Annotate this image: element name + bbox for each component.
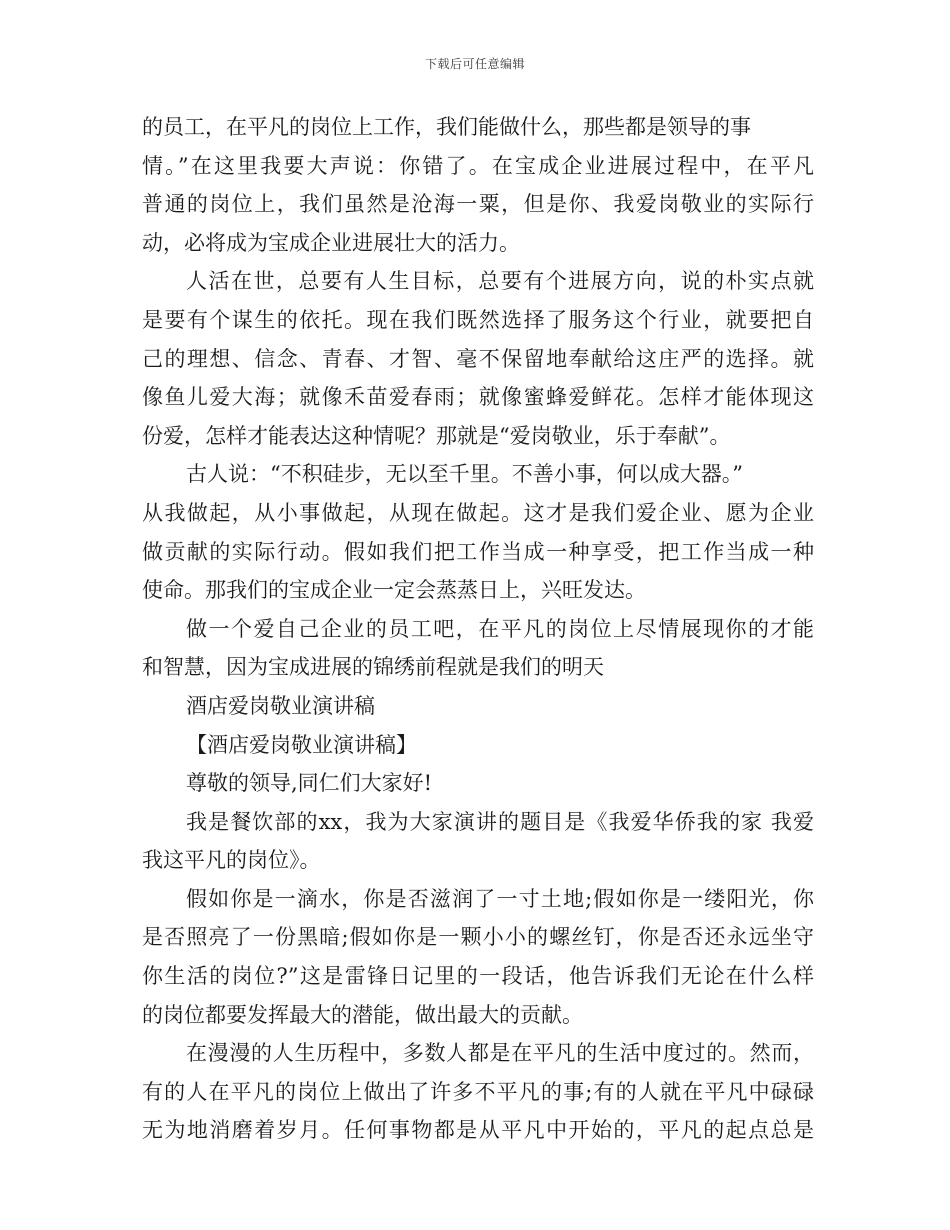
text-line: 在漫漫的人生历程中，多数人都是在平凡的生活中度过的。然而，	[186, 1041, 814, 1066]
text-line: 假如你是一滴水，你是否滋润了一寸土地;假如你是一缕阳光，你	[186, 886, 814, 911]
text-line: 像鱼儿爱大海；就像禾苗爱春雨；就像蜜蜂爱鲜花。怎样才能体现这	[142, 385, 814, 410]
text-line: 动，必将成为宝成企业进展壮大的活力。	[142, 230, 520, 255]
text-line: 的岗位都要发挥最大的潜能，做出最大的贡献。	[142, 1002, 583, 1027]
document-body	[142, 108, 814, 1150]
text-line: 我这平凡的岗位》。	[142, 848, 321, 873]
text-line: 有的人在平凡的岗位上做出了许多不平凡的事;有的人就在平凡中碌碌	[142, 1079, 814, 1104]
text-line: 己的理想、信念、青春、才智、毫不保留地奉献给这庄严的选择。就	[142, 346, 814, 371]
page-header-note: 下载后可任意编辑	[424, 57, 525, 71]
text-line: 尊敬的领导,同仁们大家好!	[186, 771, 433, 796]
text-line: 普通的岗位上，我们虽然是沧海一粟，但是你、我爱岗敬业的实际行	[142, 192, 814, 217]
text-line: 你生活的岗位?”这是雷锋日记里的一段话，他告诉我们无论在什么样	[142, 964, 814, 989]
text-line: 的员工，在平凡的岗位上工作，我们能做什么，那些都是领导的事	[142, 115, 751, 139]
text-line: 做一个爱自己企业的员工吧，在平凡的岗位上尽情展现你的才能	[186, 616, 814, 641]
text-line: 【酒店爱岗敬业演讲稿】	[186, 732, 417, 757]
text-line: 古人说：“不积硅步，无以至千里。不善小事，何以成大器。”	[186, 462, 743, 487]
text-line: 酒店爱岗敬业演讲稿	[186, 693, 375, 718]
text-line: 从我做起，从小事做起，从现在做起。这才是我们爱企业、愿为企业	[142, 500, 814, 525]
text-line: 份爱，怎样才能表达这种情呢？那就是“爱岗敬业，乐于奉献”。	[142, 423, 731, 448]
text-line: 是否照亮了一份黑暗;假如你是一颗小小的螺丝钉，你是否还永远坐守	[142, 925, 814, 950]
text-line: 人活在世，总要有人生目标，总要有个进展方向，说的朴实点就	[186, 269, 814, 294]
text-line: 和智慧，因为宝成进展的锦绣前程就是我们的明天	[142, 655, 604, 680]
text-line: 情。”在这里我要大声说：你错了。在宝成企业进展过程中，在平凡	[142, 153, 814, 178]
text-line: 无为地消磨着岁月。任何事物都是从平凡中开始的，平凡的起点总是	[142, 1118, 814, 1143]
text-line: 做贡献的实际行动。假如我们把工作当成一种享受，把工作当成一种	[142, 539, 814, 564]
text-line: 我是餐饮部的xx，我为大家演讲的题目是《我爱华侨我的家 我爱	[186, 809, 814, 834]
text-line: 使命。那我们的宝成企业一定会蒸蒸日上，兴旺发达。	[142, 578, 646, 603]
text-line: 是要有个谋生的依托。现在我们既然选择了服务这个行业，就要把自	[142, 307, 814, 332]
